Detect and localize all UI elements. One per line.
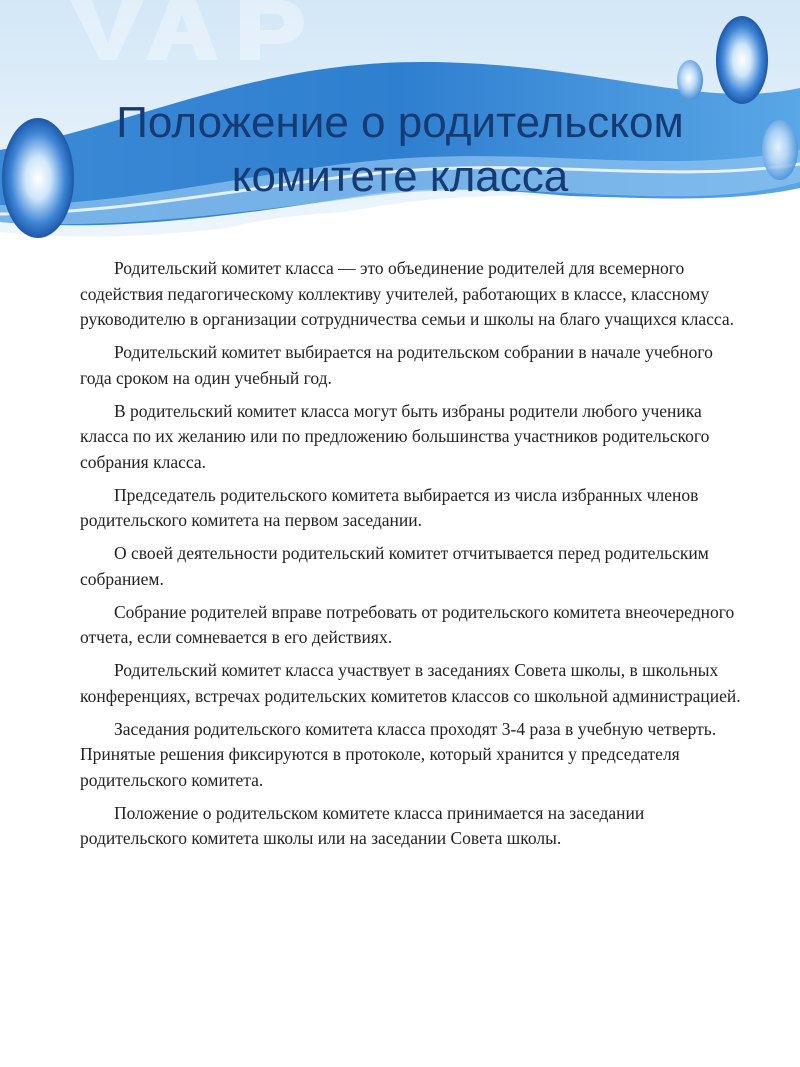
paragraph-5: О своей деятельности родительский комитет отчитывается перед родительским собранием.: [80, 543, 709, 589]
paragraph-2: Родительский комитет выбирается на родительском собрании в начале учебного года сроком на один учебный год.: [80, 342, 713, 388]
orb-right-small: [677, 60, 703, 100]
paragraph-7: Родительский комитет класса участвует в заседаниях Совета школы, в школьных конференциях, встречах родительских комитетов классов со школьной администрацией.: [80, 660, 741, 706]
paragraph-1: Родительский комитет класса — это объединение родителей для всемерного содействия педагогическому коллективу учителей, работающих в классе, классному руководителю в организации сотрудничества семьи и школы на благо учащихся класса.: [80, 258, 734, 330]
paragraph-8: Заседания родительского комитета класса проходят 3-4 раза в учебную четверть. Принятые решения фиксируются в протоколе, который хранится у председателя родительского комитета.: [80, 718, 717, 790]
slide-title-line-2: комитете класса: [231, 152, 569, 201]
paragraph-9: Положение о родительском комитете класса принимается на заседании родительского комитета школы или на заседании Совета школы.: [80, 802, 645, 849]
paragraph-4: Председатель родительского комитета выбирается из числа избранных членов родительского комитета на первом заседании.: [80, 484, 699, 531]
paragraph-6: Собрание родителей вправе потребовать от родительского комитета внеочередного отчета, если сомневается в его действиях.: [80, 601, 735, 648]
paragraph-3: В родительский комитет класса могут быть избраны родители любого ученика класса по их желанию или по предложению большинства участников родительского собрания класса.: [80, 400, 710, 472]
orb-right-large: [716, 16, 768, 104]
slide-title: [40, 96, 760, 204]
slide-title-line-1: Положение о родительском: [116, 98, 684, 147]
orb-right-bottom: [762, 120, 798, 180]
regulation-text: [80, 256, 742, 859]
